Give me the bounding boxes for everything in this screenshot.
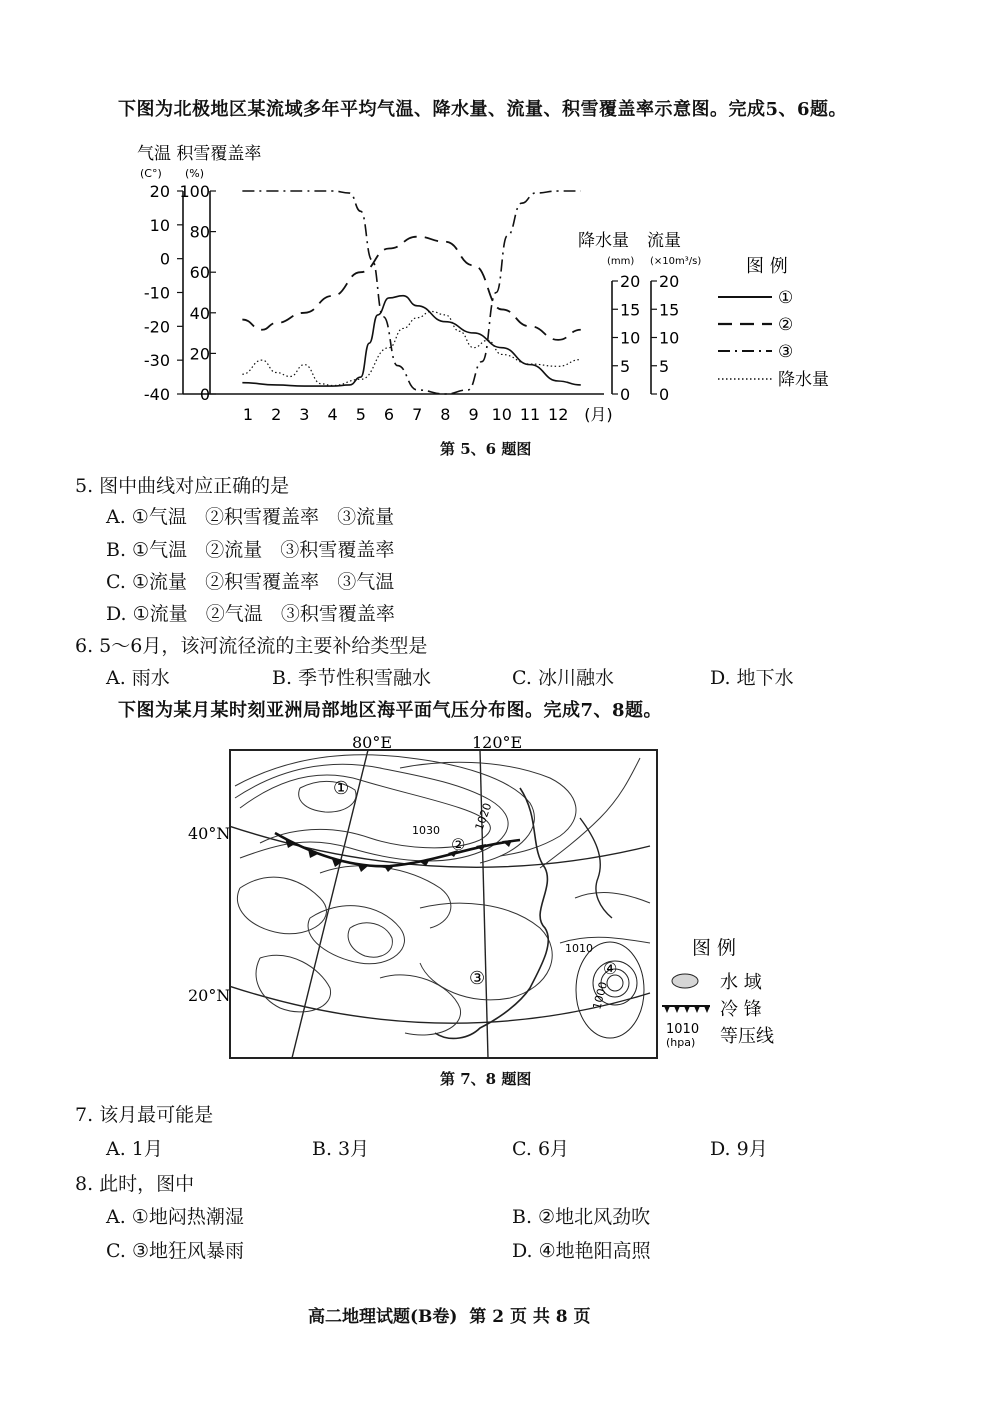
month-tick-label: 7: [412, 405, 423, 424]
legend-label-2: ②: [778, 315, 794, 335]
chart-legend: [718, 256, 829, 390]
month-unit: (月): [584, 405, 613, 424]
month-tick-label: 5: [355, 405, 366, 424]
precip-tick-label: 5: [620, 356, 631, 376]
parallel-20n: [220, 983, 650, 1023]
q6-option-d[interactable]: D. 地下水: [710, 667, 794, 689]
q8-option-b[interactable]: B. ②地北风劲吹: [512, 1206, 651, 1228]
q7-option-a[interactable]: A. 1月: [106, 1138, 163, 1160]
q7-option-d[interactable]: D. 9月: [710, 1138, 768, 1160]
temp-tick-label: -10: [143, 283, 170, 303]
month-tick-label: 9: [468, 405, 479, 424]
japan-coast: [580, 818, 612, 918]
snow-tick-label: 40: [189, 303, 210, 323]
meridian-120e: [480, 750, 488, 1058]
legend-water: 水 域: [720, 972, 762, 993]
month-tick-label: 11: [519, 405, 541, 424]
precip-axis-unit: (mm): [607, 256, 635, 267]
month-tick-label: 1: [242, 405, 254, 424]
legend-front: 冷 锋: [720, 999, 762, 1020]
q6-option-c[interactable]: C. 冰川融水: [512, 667, 614, 689]
question-5-stem: 5. 图中曲线对应正确的是: [75, 475, 290, 497]
lat-label-40: 40°N: [188, 824, 231, 843]
flow-tick-label: 15: [659, 300, 680, 320]
intro-q5-6: 下图为北极地区某流域多年平均气温、降水量、流量、积雪覆盖率示意图。完成5、6题。: [118, 99, 848, 120]
question-6-stem: 6. 5～6月，该河流径流的主要补给类型是: [75, 635, 428, 657]
temp-tick-label: -20: [143, 317, 170, 337]
snow-tick-label: 20: [189, 344, 210, 364]
legend-isobar: 等压线: [720, 1026, 774, 1047]
q7-option-c[interactable]: C. 6月: [512, 1138, 570, 1160]
flow-tick-label: 10: [659, 328, 680, 348]
front-legend-icon: [664, 1006, 710, 1013]
question-8-stem: 8. 此时，图中: [75, 1173, 195, 1195]
q7-option-b[interactable]: B. 3月: [312, 1138, 370, 1160]
water-legend-icon: [672, 974, 698, 988]
series-line-2: [242, 237, 580, 340]
chart-lines: [242, 191, 580, 394]
isobar-label-1020: 1020: [472, 801, 495, 833]
isobar-label-1010: 1010: [565, 942, 593, 955]
temp-tick-label: 0: [159, 249, 170, 269]
lon-label-120: 120°E: [472, 733, 523, 752]
pressure-map: [180, 728, 820, 1073]
q6-option-b[interactable]: B. 季节性积雪融水: [272, 667, 432, 689]
q8-option-a[interactable]: A. ①地闷热潮湿: [106, 1206, 244, 1228]
legend-isobar-sample: 1010: [666, 1022, 700, 1037]
temp-axis-unit: (C°): [140, 167, 162, 180]
precip-tick-label: 20: [620, 272, 641, 291]
q5-option-d[interactable]: D. ①流量 ②气温 ③积雪覆盖率: [106, 603, 395, 625]
flow-axis-title: 流量: [647, 231, 681, 251]
figure-caption-2: 第 7、8 题图: [440, 1070, 532, 1088]
flow-tick-label: 5: [659, 356, 670, 376]
temp-tick-label: 10: [149, 215, 170, 235]
lon-label-80: 80°E: [352, 733, 393, 752]
climate-chart: [0, 0, 992, 470]
precip-tick-label: 0: [620, 385, 631, 404]
q5-option-a[interactable]: A. ①气温 ②积雪覆盖率 ③流量: [106, 506, 395, 528]
figure-caption-1: 第 5、6 题图: [440, 440, 532, 458]
legend-isobar-unit: (hpa): [666, 1036, 696, 1049]
q8-option-d[interactable]: D. ④地艳阳高照: [512, 1240, 651, 1262]
marker-3: ③: [469, 968, 486, 989]
month-tick-label: 4: [327, 405, 338, 424]
coastline: [435, 788, 548, 1038]
month-tick-label: 6: [383, 405, 395, 424]
intro-q7-8: 下图为某月某时刻亚洲局部地区海平面气压分布图。完成7、8题。: [118, 700, 663, 721]
flow-axis-unit: (×10m³/s): [650, 256, 702, 267]
flow-tick-label: 20: [659, 272, 680, 291]
temp-tick-label: 20: [149, 182, 170, 201]
flow-tick-label: 0: [659, 385, 670, 404]
isobars: [235, 755, 650, 1035]
series-line-4: [242, 312, 580, 386]
snow-axis-unit: (%): [185, 167, 205, 180]
month-tick-label: 12: [548, 405, 569, 424]
series-line-1: [242, 296, 580, 386]
chart-legend-title: 图 例: [746, 256, 788, 277]
snow-tick-label: 80: [189, 222, 210, 242]
marker-1: ①: [333, 778, 350, 799]
legend-label-3: ③: [778, 342, 794, 362]
q8-option-c[interactable]: C. ③地狂风暴雨: [106, 1240, 244, 1262]
q5-option-b[interactable]: B. ①气温 ②流量 ③积雪覆盖率: [106, 539, 395, 561]
q6-option-a[interactable]: A. 雨水: [106, 667, 170, 689]
lat-label-20: 20°N: [188, 986, 231, 1005]
marker-2: ②: [451, 835, 466, 854]
temp-axis-title: 气温 积雪覆盖率: [137, 144, 262, 164]
snow-tick-label: 60: [189, 263, 210, 283]
month-tick-label: 10: [491, 405, 512, 424]
legend-label-4: 降水量: [778, 370, 829, 390]
precip-axis-title: 降水量: [578, 231, 629, 251]
month-tick-label: 8: [440, 405, 451, 424]
precip-tick-label: 15: [620, 300, 641, 320]
isobar-label-1000: 1000: [590, 980, 611, 1011]
snow-tick-label: 100: [179, 182, 210, 201]
q5-option-c[interactable]: C. ①流量 ②积雪覆盖率 ③气温: [106, 571, 395, 593]
month-tick-label: 2: [271, 405, 282, 424]
marker-4: ④: [603, 959, 618, 978]
series-line-3: [242, 191, 580, 394]
precip-tick-label: 10: [620, 328, 641, 348]
temp-tick-label: -40: [143, 385, 170, 404]
map-legend-title: 图 例: [692, 937, 737, 959]
snow-tick-label: 0: [199, 385, 210, 404]
legend-label-1: ①: [778, 288, 794, 308]
temp-tick-label: -30: [143, 351, 170, 371]
page-footer: 高二地理试题(B卷) 第 2 页 共 8 页: [308, 1307, 591, 1327]
chart-axes: [137, 144, 701, 424]
typhoon-center: [576, 942, 644, 1038]
question-7-stem: 7. 该月最可能是: [75, 1104, 214, 1126]
month-tick-label: 3: [299, 405, 310, 424]
isobar-label-1030: 1030: [412, 824, 440, 837]
